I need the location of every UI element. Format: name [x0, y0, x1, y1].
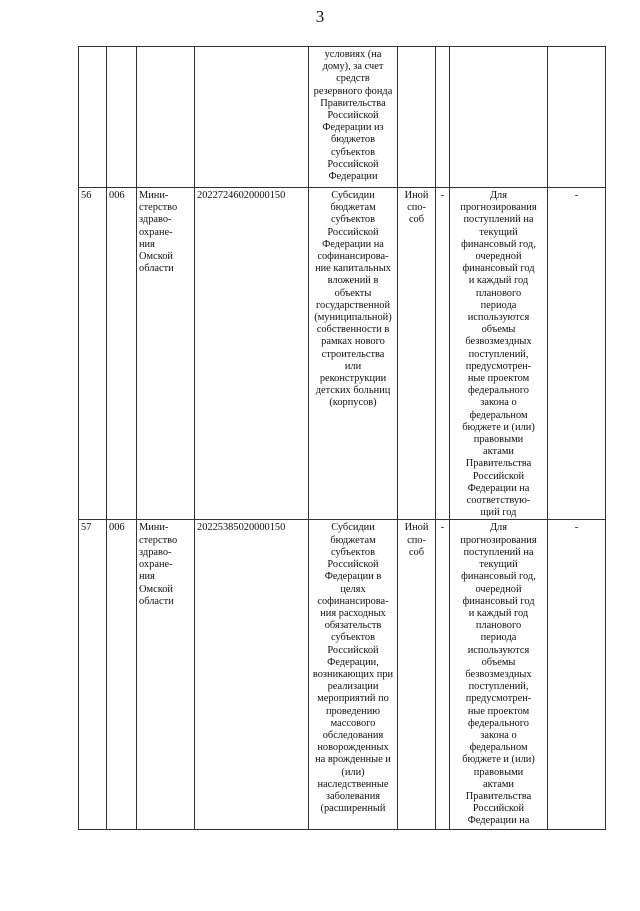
- method-cell: Иной спо- соб: [398, 520, 436, 830]
- revenue-methods-table: [78, 46, 606, 830]
- formula-cell: -: [436, 520, 450, 830]
- table-row: [79, 188, 606, 520]
- table-row: [79, 520, 606, 830]
- formula-cell: -: [436, 188, 450, 520]
- table-row: [79, 47, 606, 188]
- admin-code-cell: 006: [107, 520, 137, 830]
- budget-code-cell: [195, 47, 309, 188]
- method-cell: Иной спо- соб: [398, 188, 436, 520]
- admin-code-cell: 006: [107, 188, 137, 520]
- algorithm-cell: Для прогнозирования поступлений на текущий финансовый год, очередной финансовый год и каждый год планового периода используются объемы безвозмездных поступлений, предусмотрен- ные проектом федерального закона о федеральном бюджете и (или) правовыми актами Правительства Российской Федерации на: [450, 520, 548, 830]
- algorithm-cell: [450, 47, 548, 188]
- method-cell: [398, 47, 436, 188]
- admin-code-cell: [107, 47, 137, 188]
- algorithm-cell: Для прогнозирования поступлений на текущий финансовый год, очередной финансовый год и каждый год планового периода используются объемы безвозмездных поступлений, предусмотрен- ные проектом федерального закона о федеральном бюджете и (или) правовыми актами Правительства Российской Федерации на соответствую- щий год: [450, 188, 548, 520]
- revenue-name-cell: Субсидии бюджетам субъектов Российской Федерации на софинансирова- ние капитальных вложений в объекты государственной (муниципальной) собственности в рамках нового строительства или реконструкции детских больниц (корпусов): [309, 188, 398, 520]
- budget-code-cell: 20225385020000150: [195, 520, 309, 830]
- formula-cell: [436, 47, 450, 188]
- administrator-cell: Мини- стерство здраво- охране- ния Омской области: [137, 520, 195, 830]
- row-number-cell: 56: [79, 188, 107, 520]
- indicators-cell: -: [548, 520, 606, 830]
- indicators-cell: -: [548, 188, 606, 520]
- administrator-cell: Мини- стерство здраво- охране- ния Омской области: [137, 188, 195, 520]
- administrator-cell: [137, 47, 195, 188]
- revenue-name-cell: условиях (на дому), за счет средств резервного фонда Правительства Российской Федерации из бюджетов субъектов Российской Федерации: [309, 47, 398, 188]
- page-number: 3: [315, 7, 325, 26]
- row-number-cell: 57: [79, 520, 107, 830]
- revenue-name-cell: Субсидии бюджетам субъектов Российской Федерации в целях софинансирова- ния расходных обязательств субъектов Российской Федерации, возникающих при реализации мероприятий по проведению массового обследования новорожденных на врожденные и (или) наследственные заболевания (расширенный: [309, 520, 398, 830]
- budget-code-cell: 20227246020000150: [195, 188, 309, 520]
- indicators-cell: [548, 47, 606, 188]
- row-number-cell: [79, 47, 107, 188]
